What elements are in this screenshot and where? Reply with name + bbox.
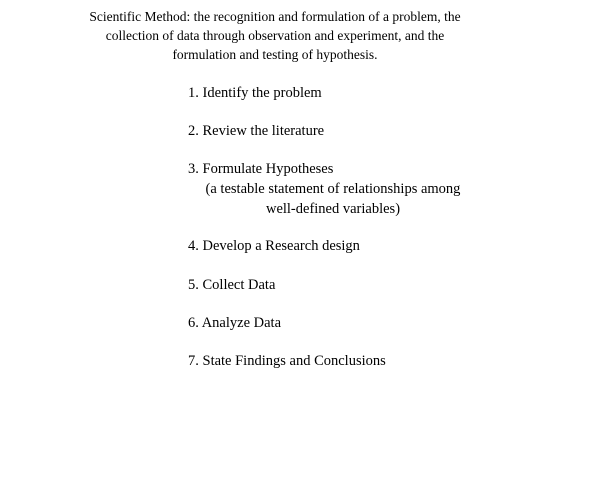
step-formulate-hypotheses: 3. Formulate Hypotheses [188, 161, 334, 177]
step-research-design: 4. Develop a Research design [188, 238, 360, 254]
step-findings-conclusions: 7. State Findings and Conclusions [188, 353, 386, 369]
step-analyze-data: 6. Analyze Data [188, 315, 282, 331]
hypothesis-definition-note: (a testable statement of relationships among well-defined variables) [205, 181, 461, 217]
step-collect-data: 5. Collect Data [188, 277, 276, 293]
step-identify-problem: 1. Identify the problem [188, 85, 322, 101]
step-review-literature: 2. Review the literature [188, 123, 325, 139]
definition-paragraph: Scientific Method: the recognition and formulation of a problem, the collection of data through observation and experiment, and the formulation and testing of hypothesis. [89, 9, 461, 62]
